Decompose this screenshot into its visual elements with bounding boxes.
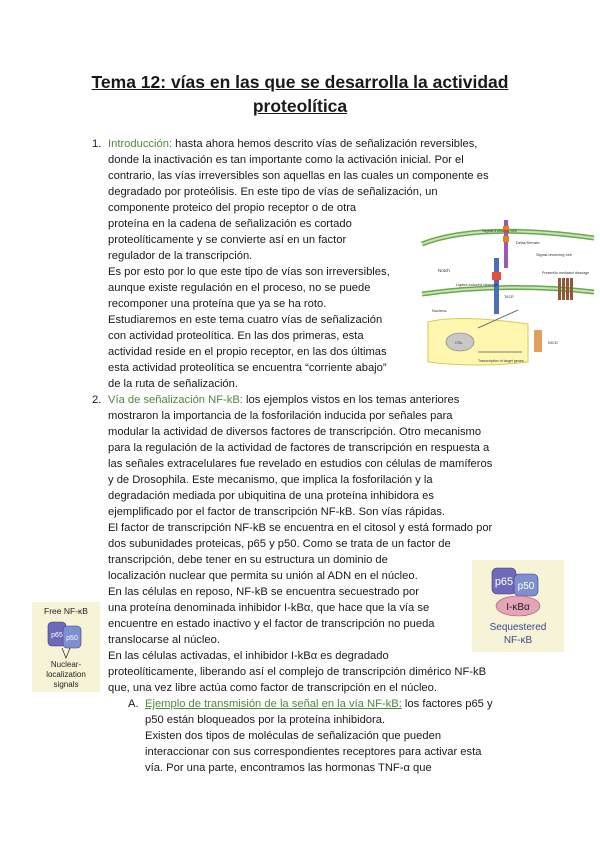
text-line: esta actividad proteolítica se encuentra “corriente abajo”	[108, 362, 387, 374]
text-line: donde la inactivación es tan importante como la activación inicial. Por el	[108, 154, 464, 166]
text-line: Existen dos tipos de moléculas de señalización que pueden	[145, 730, 442, 742]
text-line: con actividad proteolítica. En las dos primeras, esta	[108, 330, 364, 342]
text-line: localización nuclear que permita su unión al ADN en el núcleo.	[108, 570, 418, 582]
subsection-a-heading: Ejemplo de transmisión de la señal en la vía NF-kB:	[145, 698, 402, 710]
label-signal-receiving: Signal-receiving cell	[536, 252, 572, 257]
nls-label-3: signals	[53, 680, 79, 689]
text-line: encuentre en estado inactivo y el factor de transcripción no pueda	[108, 618, 435, 630]
section-2-number: 2.	[92, 394, 102, 406]
label-ligand-cleavage: Ligand-induced cleavage	[456, 283, 499, 287]
text-line: degradado por proteólisis. En este tipo de vías de señalización, un	[108, 186, 438, 198]
text-line: proteolíticamente, liberando así el complejo de transcripción dimérico NF-kB	[108, 666, 487, 678]
text-line: de la ruta de señalización.	[108, 378, 238, 390]
text-line: las señales extracelulares fue revelado en estudios con células de mamíferos	[108, 458, 493, 470]
text-line: una proteína denominada inhibidor I-kBα, que hace que la vía se	[108, 602, 430, 614]
sequestered-label-2: NF-κB	[503, 635, 533, 646]
label-delta: Delta/Serrate	[516, 240, 540, 245]
section-1-text: hasta ahora hemos descrito vías de señalización reversibles,	[172, 138, 478, 150]
section-1-number: 1.	[92, 138, 102, 150]
nls-label-1: Nuclear-	[50, 660, 82, 669]
text-line: interaccionar con sus correspondientes receptores para activar esta	[145, 746, 482, 758]
sequestered-nfkb-figure	[472, 560, 564, 652]
text-line: ejemplificado por el factor de transcripción NF-kB. Son vías rápidas.	[108, 506, 446, 518]
page-title	[60, 70, 540, 118]
section-2-text: los ejemplos vistos en los temas anteriores	[242, 394, 460, 406]
label-tace: TACE	[504, 295, 514, 299]
text-line: y de Drosophila. Este mecanismo, que implica la fosforilación y la	[108, 474, 433, 486]
ikb-label: I-κBα	[506, 602, 530, 613]
text-line: En las células activadas, el inhibidor I-kBα es degradado	[108, 650, 389, 662]
text-line: vía. Por una parte, encontramos las hormonas TNF-α que	[145, 762, 432, 774]
text-line: p50 están bloqueados por la proteína inhibidora.	[145, 714, 386, 726]
text-line: regulador de la transcripción.	[108, 250, 253, 262]
label-signal-inducing: Signal-inducing cell	[482, 228, 517, 233]
title-line-1: Tema 12: vías en las que se desarrolla la actividad	[91, 72, 509, 92]
text-line: que, una vez libre actúa como factor de transcripción en el núcleo.	[108, 682, 437, 694]
label-csl: CSL	[455, 340, 463, 345]
text-line: transcripción, debe tener en su estructura un dominio de	[108, 554, 388, 566]
text-line: para la regulación de la actividad de factores de transcripción en respuesta a	[108, 442, 490, 454]
text-line: mostraron la importancia de la fosforilación inducida por señales para	[108, 410, 453, 422]
section-2-first-line	[108, 393, 459, 408]
free-nfkb-figure	[32, 602, 100, 692]
notch-pathway-figure	[418, 212, 596, 374]
label-transcription: Transcription of target genes	[478, 359, 524, 363]
subsection-a-text: los factores p65 y	[401, 698, 493, 710]
text-line: proteína en la cadena de señalización es cortado	[108, 218, 352, 230]
label-presenilin: Presenilin-mediated cleavage	[542, 271, 590, 275]
text-line: dos subunidades proteicas, p65 y p50. Como se trata de un factor de	[108, 538, 451, 550]
text-line: El factor de transcripción NF-kB se encuentra en el citosol y está formado por	[108, 522, 493, 534]
text-line: En las células en reposo, NF-kB se encuentra secuestrado por	[108, 586, 419, 598]
text-line: Es por esto por lo que este tipo de vías son irreversibles,	[108, 266, 390, 278]
sequestered-label-1: Sequestered	[489, 622, 547, 633]
section-1-first-line	[108, 137, 477, 152]
label-notch: Notch	[438, 268, 450, 273]
seq-p50-label: p50	[517, 581, 535, 592]
text-line: translocarse al núcleo.	[108, 634, 220, 646]
subsection-a-letter: A.	[128, 698, 139, 710]
nls-label-2: localization	[46, 670, 86, 679]
label-nicd: NICD	[548, 340, 558, 345]
title-line-2: proteolítica	[252, 96, 348, 116]
text-line: degradación mediada por ubiquitina de una proteína inhibidora es	[108, 490, 434, 502]
text-line: modular la actividad de diversos factores de transcripción. Otro mecanismo	[108, 426, 482, 438]
seq-p65-label: p65	[494, 576, 514, 588]
text-line: proteolíticamente y se convierte así en un factor	[108, 234, 347, 246]
text-line: actividad reside en el propio receptor, en las dos últimas	[108, 346, 387, 358]
text-line: contrario, las vías irreversibles son aquellas en las cuales un componente es	[108, 170, 489, 182]
section-2-heading: Vía de señalización NF-kB:	[108, 394, 243, 406]
free-nfkb-label: Free NF-κB	[44, 606, 88, 616]
text-line: recomponer una proteína que ya se ha roto.	[108, 298, 327, 310]
section-1-heading: Introducción:	[108, 138, 173, 150]
free-p50-label: p50	[66, 635, 78, 642]
subsection-a-first-line	[145, 697, 493, 712]
free-p65-label: p65	[51, 632, 63, 639]
text-line: aunque existe regulación en el proceso, no se puede	[108, 282, 371, 294]
text-line: componente proteico del propio receptor o de otra	[108, 202, 357, 214]
text-line: Estudiaremos en este tema cuatro vías de señalización	[108, 314, 383, 326]
label-nucleus: Nucleus	[432, 308, 447, 313]
